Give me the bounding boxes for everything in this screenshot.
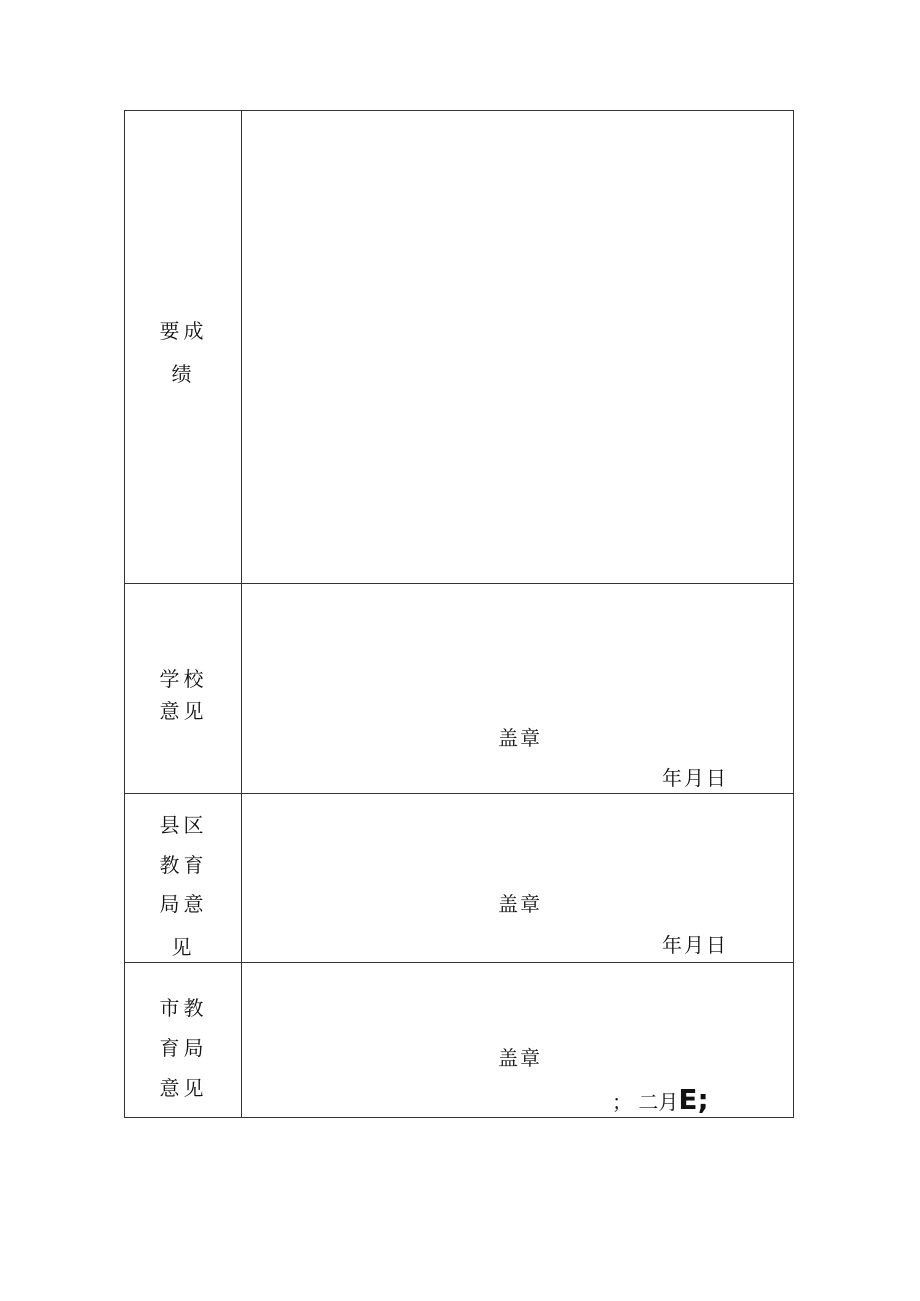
city-date-prefix: ； 二月 (612, 1090, 679, 1114)
school-opinion-label-cell (125, 584, 242, 793)
county-bureau-opinion-row (125, 793, 793, 962)
city-date-label (612, 1083, 709, 1116)
achievements-content-cell[interactable] (242, 111, 793, 583)
school-date-label: 年月日 (662, 766, 728, 790)
city-bureau-label-line-3: 意见 (159, 1076, 208, 1100)
achievements-label-line-1: 要成 (159, 319, 208, 343)
approval-form-table (124, 110, 794, 1118)
city-bureau-opinion-row (125, 962, 793, 1117)
county-bureau-label-line-4: 见 (171, 935, 196, 959)
county-bureau-label-line-2: 教育 (159, 853, 208, 877)
county-date-label: 年月日 (662, 933, 728, 957)
city-bureau-label-cell (125, 963, 242, 1117)
city-stamp-label: 盖章 (498, 1046, 542, 1070)
school-opinion-content-cell[interactable] (242, 584, 793, 793)
county-stamp-label: 盖章 (498, 892, 542, 916)
school-opinion-label-line-2: 意见 (159, 699, 208, 723)
city-bureau-content-cell[interactable] (242, 963, 793, 1117)
city-bureau-label-line-2: 育局 (159, 1036, 208, 1060)
county-bureau-label-cell (125, 794, 242, 962)
county-bureau-label-line-3: 局意 (159, 892, 208, 916)
achievements-label-line-2: 绩 (171, 362, 196, 386)
city-date-suffix: E; (678, 1083, 709, 1116)
achievements-row (125, 111, 793, 583)
achievements-label-cell (125, 111, 242, 583)
county-bureau-content-cell[interactable] (242, 794, 793, 962)
county-bureau-label-line-1: 县区 (159, 813, 208, 837)
school-stamp-label: 盖章 (498, 726, 542, 750)
school-opinion-row (125, 583, 793, 793)
school-opinion-label-line-1: 学校 (159, 667, 208, 691)
city-bureau-label-line-1: 市教 (159, 996, 208, 1020)
